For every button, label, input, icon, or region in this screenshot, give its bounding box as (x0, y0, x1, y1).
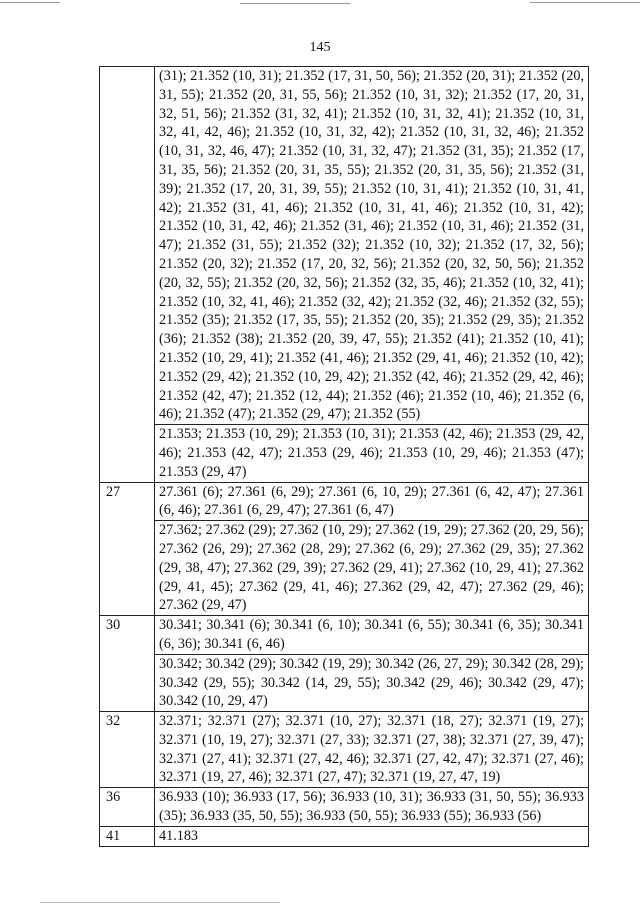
row-content-cell: 27.362; 27.362 (29); 27.362 (10, 29); 27.362 (19, 29); 27.362 (20, 29, 56); 27.362 (26, 29); 27.362 (28, 29); 27.362 (6, 29); 27.362 (29, 35); 27.362 (29, 38, 47); 27.362 (29, 39); 27.362 (29, 41); 27.362 (10, 29, 41); 27.362 (29, 41, 45); 27.362 (29, 41, 46); 27.362 (29, 42, 47); 27.362 (29, 46); 27.362 (29, 47) (155, 521, 589, 616)
row-code-cell: 41 (100, 826, 155, 846)
scan-artifact-top-right (530, 2, 640, 3)
row-content-cell: (31); 21.352 (10, 31); 21.352 (17, 31, 50, 56); 21.352 (20, 31); 21.352 (20, 31, 55); 21.352 (20, 31, 55, 56); 21.352 (10, 31, 32); 21.352 (17, 20, 31, 32, 51, 56); 21.352 (31, 32, 41); 21.352 (10, 31, 32, 41); 21.352 (10, 31, 32, 41, 42, 46); 21.352 (10, 31, 32, 42); 21.352 (10, 31, 32, 46); 21.352 (10, 31, 32, 46, 47); 21.352 (10, 31, 32, 47); 21.352 (31, 35); 21.352 (17, 31, 35, 56); 21.352 (20, 31, 35, 55); 21.352 (20, 31, 35, 56); 21.352 (31, 39); 21.352 (17, 20, 31, 39, 55); 21.352 (10, 31, 41); 21.352 (10, 31, 41, 42); 21.352 (31, 41, 46); 21.352 (10, 31, 41, 46); 21.352 (10, 31, 42); 21.352 (10, 31, 42, 46); 21.352 (31, 46); 21.352 (10, 31, 46); 21.352 (31, 47); 21.352 (31, 55); 21.352 (32); 21.352 (10, 32); 21.352 (17, 32, 56); 21.352 (20, 32); 21.352 (17, 20, 32, 56); 21.352 (20, 32, 50, 56); 21.352 (20, 32, 55); 21.352 (20, 32, 56); 21.352 (32, 35, 46); 21.352 (10, 32, 41); 21.352 (10, 32, 41, 46); 21.352 (32, 42); 21.352 (32, 46); 21.352 (32, 55); 21.352 (35); 21.352 (17, 35, 55); 21.352 (20, 35); 21.352 (29, 35); 21.352 (36); 21.352 (38); 21.352 (20, 39, 47, 55); 21.352 (41); 21.352 (10, 41); 21.352 (10, 29, 41); 21.352 (41, 46); 21.352 (29, 41, 46); 21.352 (10, 42); 21.352 (29, 42); 21.352 (10, 29, 42); 21.352 (42, 46); 21.352 (29, 42, 46); 21.352 (42, 47); 21.352 (12, 44); 21.352 (46); 21.352 (10, 46); 21.352 (6, 46); 21.352 (47); 21.352 (29, 47); 21.352 (55) (155, 67, 589, 425)
scan-artifact-top-left (0, 2, 60, 3)
row-code-cell: 27 (100, 482, 155, 616)
table-row (100, 712, 589, 788)
row-content-cell: 27.361 (6); 27.361 (6, 29); 27.361 (6, 10, 29); 27.361 (6, 42, 47); 27.361 (6, 46); 27.361 (6, 29, 47); 27.361 (6, 47) (155, 482, 589, 521)
row-content-cell: 30.342; 30.342 (29); 30.342 (19, 29); 30.342 (26, 27, 29); 30.342 (28, 29); 30.342 (29, 55); 30.342 (14, 29, 55); 30.342 (29, 46); 30.342 (29, 47); 30.342 (10, 29, 47) (155, 654, 589, 711)
row-content-cell: 41.183 (155, 826, 589, 846)
table-row (100, 788, 589, 827)
table-row (100, 482, 589, 521)
row-code-cell: 36 (100, 788, 155, 827)
row-code-cell: 30 (100, 616, 155, 712)
table-body (100, 67, 589, 847)
page-number: 145 (309, 40, 331, 55)
table-row (100, 616, 589, 655)
row-content-cell: 36.933 (10); 36.933 (17, 56); 36.933 (10, 31); 36.933 (31, 50, 55); 36.933 (35); 36.933 (35, 50, 55); 36.933 (50, 55); 36.933 (55); 36.933 (56) (155, 788, 589, 827)
table-row (100, 826, 589, 846)
row-content-cell: 30.341; 30.341 (6); 30.341 (6, 10); 30.341 (6, 55); 30.341 (6, 35); 30.341 (6, 36); 30.341 (6, 46) (155, 616, 589, 655)
row-content-cell: 21.353; 21.353 (10, 29); 21.353 (10, 31); 21.353 (42, 46); 21.353 (29, 42, 46); 21.353 (42, 47); 21.353 (29, 46); 21.353 (10, 29, 46); 21.353 (47); 21.353 (29, 47) (155, 425, 589, 482)
row-code-cell: 32 (100, 712, 155, 788)
row-code-cell (100, 67, 155, 483)
row-content-cell: 32.371; 32.371 (27); 32.371 (10, 27); 32.371 (18, 27); 32.371 (19, 27); 32.371 (10, 19, 27); 32.371 (27, 33); 32.371 (27, 38); 32.371 (27, 39, 47); 32.371 (27, 41); 32.371 (27, 42, 46); 32.371 (27, 42, 47); 32.371 (27, 46); 32.371 (19, 27, 46); 32.371 (27, 47); 32.371 (19, 27, 47, 19) (155, 712, 589, 788)
table-row (100, 67, 589, 425)
scan-artifact-bottom (40, 902, 280, 903)
table-row (100, 521, 589, 616)
table-row (100, 425, 589, 482)
classification-table (99, 66, 589, 847)
table-row (100, 654, 589, 711)
scan-artifact-top-center (240, 3, 350, 4)
